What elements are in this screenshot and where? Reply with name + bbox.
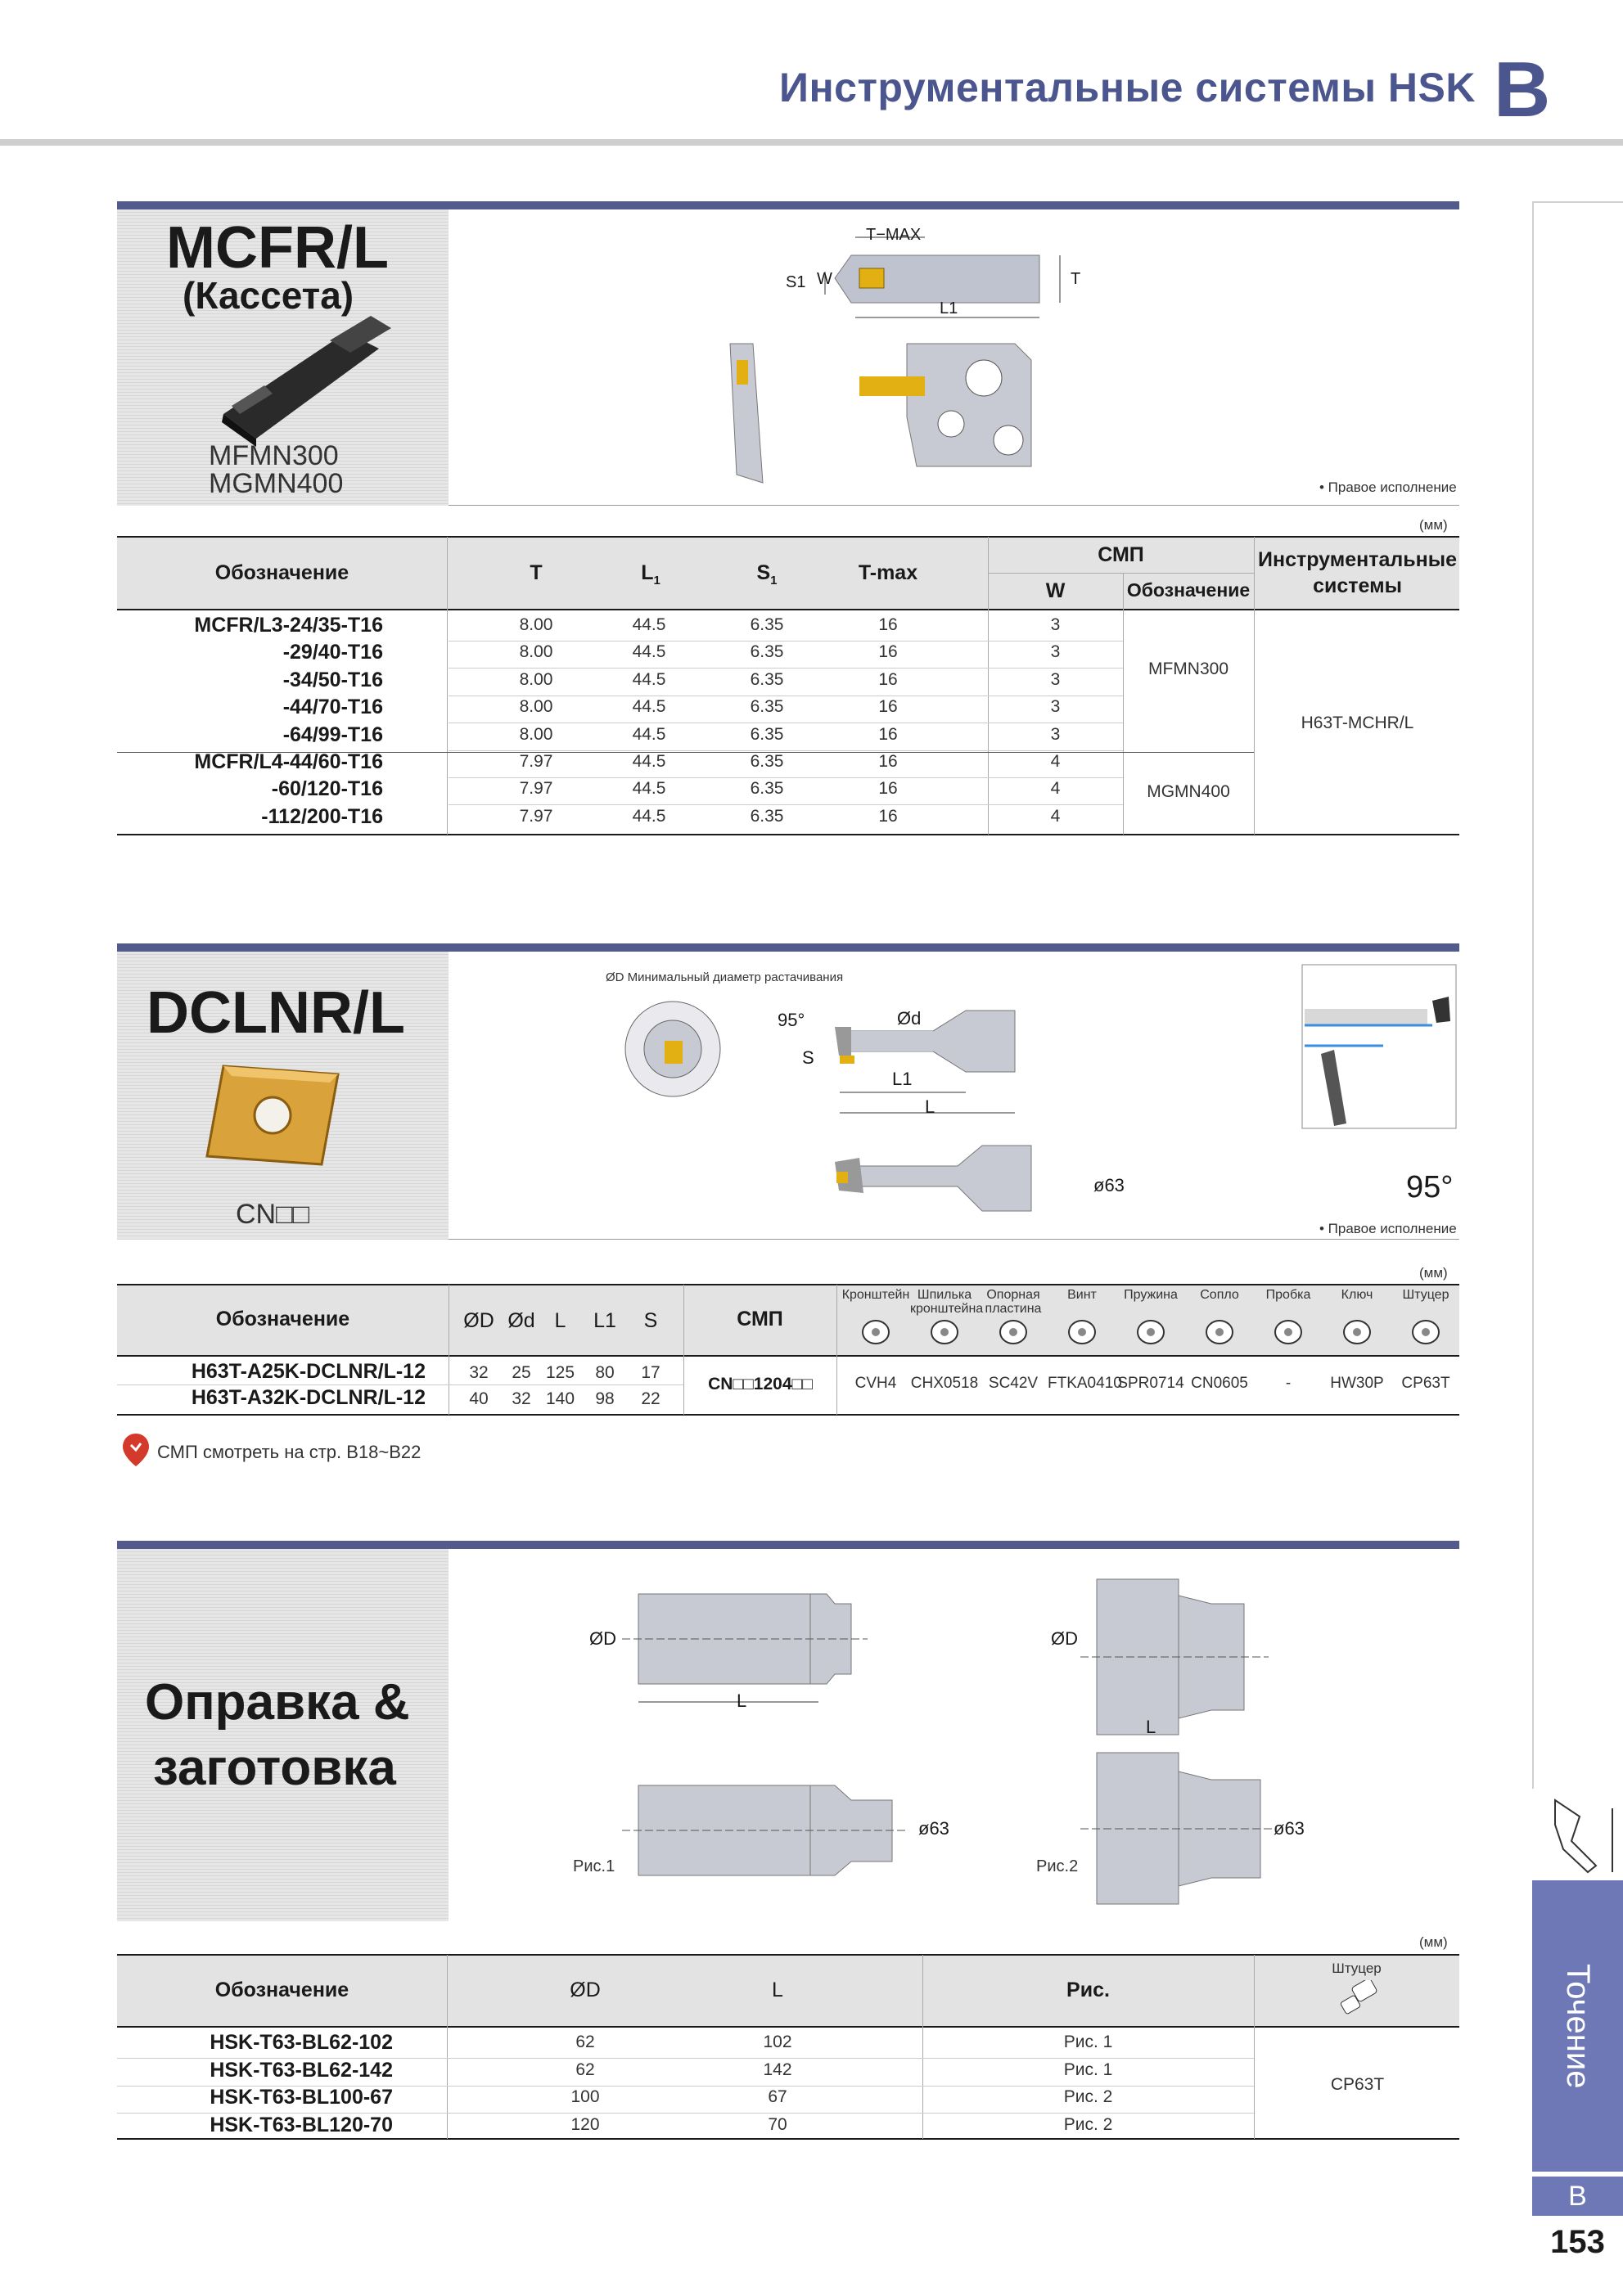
accessory-value: HW30P bbox=[1330, 1375, 1384, 1392]
section2-band bbox=[117, 943, 1459, 952]
table1-cell-tmax: 16 bbox=[878, 642, 898, 662]
section3-hero bbox=[117, 1549, 449, 1921]
accessory-icon bbox=[1203, 1311, 1236, 1352]
table2-cell: 17 bbox=[641, 1363, 660, 1382]
table1-row-rule bbox=[449, 804, 1123, 805]
table3-cell-d: 62 bbox=[575, 2033, 595, 2051]
dim-w: W bbox=[817, 270, 832, 288]
table1-header-w: W bbox=[1045, 579, 1066, 602]
table1-cell-s1: 6.35 bbox=[750, 806, 784, 826]
section2-note: • Правое исполнение bbox=[1319, 1221, 1457, 1236]
turning-icon bbox=[1539, 1792, 1621, 1878]
table1-cell-l1: 44.5 bbox=[632, 752, 666, 771]
table2-smp-value: CN□□1204□□ bbox=[708, 1375, 813, 1393]
table1-cell-l1: 44.5 bbox=[632, 669, 666, 689]
table2-cell: 98 bbox=[595, 1389, 615, 1408]
section1-title: MCFR/L bbox=[166, 215, 389, 281]
table1-cell-l1: 44.5 bbox=[632, 724, 666, 744]
table1-cell-t: 8.00 bbox=[519, 724, 553, 744]
side-tab-label: Точение bbox=[1560, 1963, 1596, 2089]
table1-cell-tmax: 16 bbox=[878, 724, 898, 744]
section2-units: (мм) bbox=[1419, 1265, 1448, 1281]
table2-header-s: S bbox=[643, 1309, 658, 1332]
table1-cell-w: 3 bbox=[1050, 724, 1061, 744]
table3-cell-d: 62 bbox=[575, 2060, 595, 2079]
table1-header-tools: Инструментальные системы bbox=[1258, 548, 1457, 597]
table3-row-name: HSK-T63-BL62-142 bbox=[210, 2058, 393, 2082]
section1-units: (мм) bbox=[1419, 517, 1448, 533]
accessory-icon bbox=[1066, 1311, 1098, 1352]
table1-cell-s1: 6.35 bbox=[750, 779, 784, 799]
accessory-header-label: Пробка bbox=[1265, 1288, 1311, 1302]
section1-hero-rule bbox=[449, 505, 1459, 506]
table1-cell-tmax: 16 bbox=[878, 806, 898, 826]
table2-cell: 32 bbox=[469, 1363, 489, 1382]
table1-row-name: -64/99-T16 bbox=[282, 723, 383, 746]
table1-row-rule bbox=[449, 641, 1123, 642]
table2-top-rule bbox=[117, 1284, 1459, 1285]
accessory-value: CP63T bbox=[1401, 1375, 1450, 1392]
table1-cell-w: 4 bbox=[1050, 752, 1061, 771]
table1-bottom-rule bbox=[117, 834, 1459, 835]
accessory-icon bbox=[1134, 1311, 1167, 1352]
table1-cell-t: 8.00 bbox=[519, 669, 553, 689]
smp-reference[interactable]: СМП смотреть на стр. B18~B22 bbox=[157, 1442, 422, 1462]
table1-row-name: -29/40-T16 bbox=[282, 641, 383, 664]
table1-cell-w: 3 bbox=[1050, 615, 1061, 634]
table3-cell-fig: Рис. 2 bbox=[1063, 2087, 1113, 2106]
table1-cell-tmax: 16 bbox=[878, 752, 898, 771]
table2-cell: 125 bbox=[545, 1363, 575, 1382]
table2-cell: 40 bbox=[469, 1389, 489, 1408]
accessory-value: - bbox=[1285, 1375, 1292, 1392]
table1-cell-l1: 44.5 bbox=[632, 615, 666, 634]
table1-cell-w: 3 bbox=[1050, 697, 1061, 717]
accessory-value: CVH4 bbox=[854, 1375, 897, 1392]
table1-cell-t: 8.00 bbox=[519, 697, 553, 717]
dim-s: S bbox=[802, 1047, 814, 1068]
table2-cell: 140 bbox=[545, 1389, 575, 1408]
accessory-icon bbox=[1272, 1311, 1305, 1352]
table1-cell-tmax: 16 bbox=[878, 779, 898, 799]
table3-header-fig: Рис. bbox=[1066, 1979, 1110, 2001]
table2-cell: 32 bbox=[512, 1389, 531, 1408]
tool-system-value: H63T-MCHR/L bbox=[1301, 714, 1414, 732]
table3-cell-l: 142 bbox=[763, 2060, 792, 2079]
fig2-dim-l: L bbox=[1146, 1717, 1156, 1737]
table2-cell: 80 bbox=[595, 1363, 615, 1382]
table3-cell-fig: Рис. 1 bbox=[1063, 2033, 1113, 2051]
page-header-title: Инструментальные системы HSK bbox=[779, 65, 1476, 110]
table1-cell-l1: 44.5 bbox=[632, 806, 666, 826]
fig1-dim-l: L bbox=[737, 1690, 747, 1711]
side-tab-letter: B bbox=[1532, 2177, 1623, 2216]
table1-cell-s1: 6.35 bbox=[750, 669, 784, 689]
page-number: 153 bbox=[1550, 2224, 1605, 2260]
table3-cell-d: 120 bbox=[570, 2114, 600, 2134]
table2-row-name: H63T-A32K-DCLNR/L-12 bbox=[191, 1386, 426, 1409]
table1-vline bbox=[1254, 537, 1255, 835]
section2-hero-rule bbox=[449, 1239, 1459, 1240]
table1-header-rule bbox=[117, 609, 1459, 610]
table3-cell-d: 100 bbox=[570, 2087, 600, 2106]
header-l1-sub: 1 bbox=[653, 574, 660, 588]
section-letter: B bbox=[1494, 46, 1551, 133]
accessory-value: SC42V bbox=[988, 1375, 1039, 1392]
side-divider bbox=[1532, 201, 1534, 1789]
section1-subtitle: (Кассета) bbox=[183, 274, 354, 317]
accessory-icon bbox=[928, 1311, 961, 1352]
side-divider-top bbox=[1532, 201, 1623, 203]
table1-row-name: MCFR/L4-44/60-T16 bbox=[194, 750, 383, 773]
table2-vline bbox=[836, 1285, 837, 1415]
dim-t: T bbox=[1071, 270, 1081, 288]
table1-row-name: -60/120-T16 bbox=[271, 777, 383, 801]
fig2-label: Рис.2 bbox=[1036, 1857, 1079, 1875]
table3-cell-fig: Рис. 2 bbox=[1063, 2114, 1113, 2134]
table1-header-l1 bbox=[618, 561, 683, 588]
table1-smp-rule bbox=[1123, 752, 1254, 753]
cassette-insert-image bbox=[207, 316, 395, 447]
table1-header-s1 bbox=[734, 561, 800, 588]
header-divider bbox=[0, 139, 1623, 146]
accessory-icon bbox=[859, 1311, 892, 1352]
table1-cell-l1: 44.5 bbox=[632, 642, 666, 662]
table1-cell-s1: 6.35 bbox=[750, 642, 784, 662]
fig2-dim-d63: ø63 bbox=[1274, 1818, 1305, 1839]
table1-cell-tmax: 16 bbox=[878, 615, 898, 634]
table1-header-tmax: T-max bbox=[858, 561, 918, 584]
accessory-header-label: Кронштейн bbox=[841, 1288, 910, 1302]
table2-row-rule bbox=[117, 1384, 683, 1385]
accessory-header-label: Шпилька кронштейна bbox=[910, 1288, 984, 1316]
accessory-value: CN0605 bbox=[1191, 1375, 1248, 1392]
table2-row-name: H63T-A25K-DCLNR/L-12 bbox=[191, 1360, 426, 1383]
table3-vline bbox=[447, 1955, 448, 2139]
table3-cell-l: 102 bbox=[763, 2033, 792, 2051]
table1-top-rule bbox=[117, 536, 1459, 538]
table1-vline bbox=[447, 537, 448, 835]
table3-header-d: ØD bbox=[570, 1979, 601, 2001]
table2-header-name: Обозначение bbox=[215, 1308, 350, 1330]
dim-l1: L1 bbox=[892, 1069, 913, 1089]
table3-header-l: L bbox=[772, 1979, 783, 2001]
table3-row-name: HSK-T63-BL62-102 bbox=[210, 2031, 393, 2054]
cassette-drawing bbox=[720, 221, 1113, 499]
fitting-value: CP63T bbox=[1330, 2075, 1385, 2094]
table3-header-rule bbox=[117, 2026, 1459, 2028]
table1-row-name: -34/50-T16 bbox=[282, 668, 383, 691]
table1-header-smp-name: Обозначение bbox=[1126, 579, 1251, 601]
fig2-drawing bbox=[1048, 1571, 1326, 1915]
table1-row-name: MCFR/L3-24/35-T16 bbox=[194, 614, 383, 637]
accessory-value: SPR0714 bbox=[1117, 1375, 1184, 1392]
section1-note: • Правое исполнение bbox=[1319, 479, 1457, 495]
header-l1-main: L bbox=[641, 561, 654, 584]
dim-d: Ød bbox=[897, 1008, 922, 1029]
table1-header-t: T bbox=[530, 561, 543, 584]
min-bore-label: ØD Минимальный диаметр растачивания bbox=[606, 970, 844, 984]
insert-label-cn: CN□□ bbox=[236, 1199, 310, 1230]
table1-cell-t: 7.97 bbox=[519, 779, 553, 799]
fig1-drawing bbox=[573, 1587, 958, 1898]
table1-cell-tmax: 16 bbox=[878, 669, 898, 689]
section3-title-line2: заготовка bbox=[153, 1740, 396, 1796]
table1-header-smp: СМП bbox=[1098, 543, 1144, 566]
table1-row-rule bbox=[449, 777, 1123, 778]
accessory-header-label: Винт bbox=[1067, 1288, 1097, 1302]
fig1-label: Рис.1 bbox=[573, 1857, 615, 1875]
table1-cell-w: 4 bbox=[1050, 779, 1061, 799]
table3-row-name: HSK-T63-BL100-67 bbox=[210, 2086, 393, 2109]
table3-vline bbox=[1254, 1955, 1255, 2139]
accessory-icon bbox=[1409, 1311, 1442, 1352]
accessory-icon bbox=[997, 1311, 1030, 1352]
fig1-dim-d: ØD bbox=[589, 1628, 616, 1649]
table2-header-od: ØD bbox=[463, 1309, 494, 1332]
table1-row-rule bbox=[449, 668, 1123, 669]
table1-cell-t: 7.97 bbox=[519, 806, 553, 826]
table1-cell-s1: 6.35 bbox=[750, 697, 784, 717]
table3-cell-fig: Рис. 1 bbox=[1063, 2060, 1113, 2079]
table1-cell-s1: 6.35 bbox=[750, 615, 784, 634]
dim-l1: L1 bbox=[940, 299, 958, 317]
angle-big: 95° bbox=[1406, 1170, 1454, 1204]
accessory-header-label: Ключ bbox=[1341, 1288, 1373, 1302]
section3-band bbox=[117, 1541, 1459, 1549]
table1-cell-w: 4 bbox=[1050, 806, 1061, 826]
dim-l: L bbox=[925, 1096, 935, 1117]
table1-cell-w: 3 bbox=[1050, 642, 1061, 662]
smp-group-mgmn400: MGMN400 bbox=[1147, 782, 1230, 801]
dim-angle: 95° bbox=[778, 1010, 805, 1030]
table3-cell-l: 67 bbox=[768, 2087, 787, 2106]
reference-pin-icon bbox=[121, 1432, 151, 1468]
table2-bottom-rule bbox=[117, 1414, 1459, 1416]
insert-label-2: MGMN400 bbox=[209, 468, 344, 499]
table2-header-l: L bbox=[554, 1309, 566, 1332]
section3-units: (мм) bbox=[1419, 1934, 1448, 1950]
header-s1-main: S bbox=[756, 561, 771, 584]
table3-bottom-rule bbox=[117, 2138, 1459, 2140]
accessory-icon bbox=[1341, 1311, 1373, 1352]
table2-header-smp: СМП bbox=[737, 1308, 783, 1330]
table1-row-name: -44/70-T16 bbox=[282, 696, 383, 719]
fig1-dim-d63: ø63 bbox=[918, 1818, 949, 1839]
section3-title-line1: Оправка & bbox=[145, 1674, 410, 1731]
boring-bar-drawing bbox=[606, 982, 1097, 1244]
accessory-value: CHX0518 bbox=[910, 1375, 979, 1392]
table2-header-l1: L1 bbox=[593, 1309, 616, 1332]
insert-label-1: MFMN300 bbox=[209, 440, 339, 471]
section2-hero bbox=[117, 952, 449, 1240]
table1-cell-l1: 44.5 bbox=[632, 697, 666, 717]
dim-d63: ø63 bbox=[1093, 1175, 1125, 1195]
accessory-header-label: Штуцер bbox=[1402, 1288, 1449, 1302]
smp-group-mfmn300: MFMN300 bbox=[1147, 660, 1229, 678]
table1-subrule bbox=[988, 573, 1254, 574]
table2-header-rule bbox=[117, 1355, 1459, 1357]
section2-title: DCLNR/L bbox=[147, 980, 405, 1046]
section1-hero bbox=[117, 209, 449, 506]
accessory-header-label: Сопло bbox=[1200, 1288, 1239, 1302]
table1-row-rule bbox=[449, 750, 1123, 751]
table1-row-name: -112/200-T16 bbox=[261, 804, 383, 828]
section1-band bbox=[117, 201, 1459, 209]
table1-cell-l1: 44.5 bbox=[632, 779, 666, 799]
table2-header-d: Ød bbox=[507, 1309, 535, 1332]
table3-row-name: HSK-T63-BL120-70 bbox=[210, 2113, 393, 2136]
table1-cell-tmax: 16 bbox=[878, 697, 898, 717]
table3-cell-l: 70 bbox=[768, 2114, 787, 2134]
accessory-header-label: Опорная пластина bbox=[985, 1288, 1042, 1316]
table3-top-rule bbox=[117, 1954, 1459, 1956]
cn-insert-image bbox=[199, 1058, 346, 1173]
table2-vline bbox=[683, 1285, 684, 1415]
table1-cell-s1: 6.35 bbox=[750, 724, 784, 744]
dim-s1: S1 bbox=[786, 273, 806, 291]
table2-cell: 22 bbox=[641, 1389, 660, 1408]
table1-cell-w: 3 bbox=[1050, 669, 1061, 689]
accessory-header-label: Пружина bbox=[1124, 1288, 1178, 1302]
table1-cell-t: 8.00 bbox=[519, 642, 553, 662]
dim-tmax: T−MAX bbox=[866, 226, 922, 244]
table3-header-fitting: Штуцер bbox=[1332, 1961, 1382, 1976]
application-diagram bbox=[1301, 964, 1457, 1129]
table1-header-name: Обозначение bbox=[214, 561, 349, 584]
table1-cell-t: 7.97 bbox=[519, 752, 553, 771]
table1-cell-s1: 6.35 bbox=[750, 752, 784, 771]
table3-header-name: Обозначение bbox=[214, 1979, 349, 2001]
fig2-dim-d: ØD bbox=[1051, 1628, 1078, 1649]
accessory-value: FTKA0410 bbox=[1048, 1375, 1122, 1392]
fitting-icon bbox=[1339, 1980, 1380, 2016]
table2-cell: 25 bbox=[512, 1363, 531, 1382]
header-s1-sub: 1 bbox=[770, 574, 778, 588]
table1-cell-t: 8.00 bbox=[519, 615, 553, 634]
